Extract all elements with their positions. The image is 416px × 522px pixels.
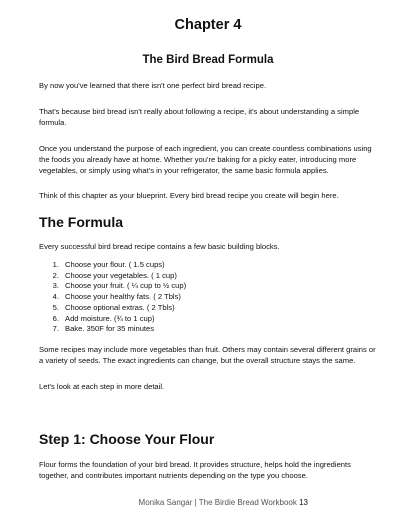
list-item	[39, 271, 359, 282]
step-text: Choose your fruit. ( ¼ cup to ½ cup)	[65, 281, 187, 291]
after-steps-paragraph-2: Let's look at each step in more detail.	[39, 382, 165, 391]
chapter-title: Chapter 4	[174, 17, 242, 33]
step-number: 7.	[52, 324, 59, 334]
page-number: 13	[299, 498, 308, 507]
after-steps-paragraph-1: Some recipes may include more vegetables than fruit. Others may contain several different grains or a variety of seeds. The exact ingredients can change, but the overall structure stays the same.	[39, 345, 376, 365]
page-footer	[139, 498, 308, 507]
step1-paragraph: Flour forms the foundation of your bird bread. It provides structure, helps hold the ingredients together, and contributes important nutrients depending on the type you choose.	[39, 460, 351, 480]
section-title: The Bird Bread Formula	[142, 54, 274, 66]
step-text: Choose optional extras. ( 2 Tbls)	[65, 302, 175, 312]
step-text: Choose your healthy fats. ( 2 Tbls)	[65, 292, 181, 302]
step-text: Bake. 350F for 35 minutes	[65, 324, 155, 334]
step-number: 2.	[52, 270, 59, 280]
intro-paragraph-1: By now you've learned that there isn't one perfect bird bread recipe.	[39, 81, 267, 90]
list-item	[39, 281, 359, 292]
list-item	[39, 260, 359, 271]
step-number: 3.	[52, 281, 59, 291]
step-text: Choose your vegetables. ( 1 cup)	[65, 270, 177, 280]
intro-paragraph-2: That's because bird bread isn't really about following a recipe, it's about understanding a simple formula.	[39, 107, 360, 127]
step1-heading: Step 1: Choose Your Flour	[39, 431, 215, 447]
intro-paragraph-4: Think of this chapter as your blueprint. Every bird bread recipe you create will begin here.	[39, 191, 339, 200]
list-item	[39, 303, 359, 314]
step-number: 4.	[52, 292, 59, 302]
formula-heading: The Formula	[39, 214, 124, 230]
list-item	[39, 324, 359, 335]
step-number: 6.	[52, 313, 59, 323]
list-item	[39, 314, 359, 325]
list-item	[39, 292, 359, 303]
intro-paragraph-3: Once you understand the purpose of each ingredient, you can create countless combinations using the foods you already have at home. Whether you're baking for a picky eater, introducing more vegetables, or simply using what's in your refrigerator, the same basic formula applies.	[39, 144, 372, 175]
step-text: Choose your flour. ( 1.5 cups)	[65, 260, 165, 269]
step-number: 1.	[52, 260, 59, 269]
formula-steps-list	[39, 260, 359, 335]
footer-text: Monika Sangar | The Birdie Bread Workbook	[138, 498, 297, 507]
step-text: Add moisture. (¾ to 1 cup)	[65, 313, 155, 323]
formula-intro: Every successful bird bread recipe contains a few basic building blocks.	[39, 242, 280, 251]
step-number: 5.	[52, 302, 59, 312]
